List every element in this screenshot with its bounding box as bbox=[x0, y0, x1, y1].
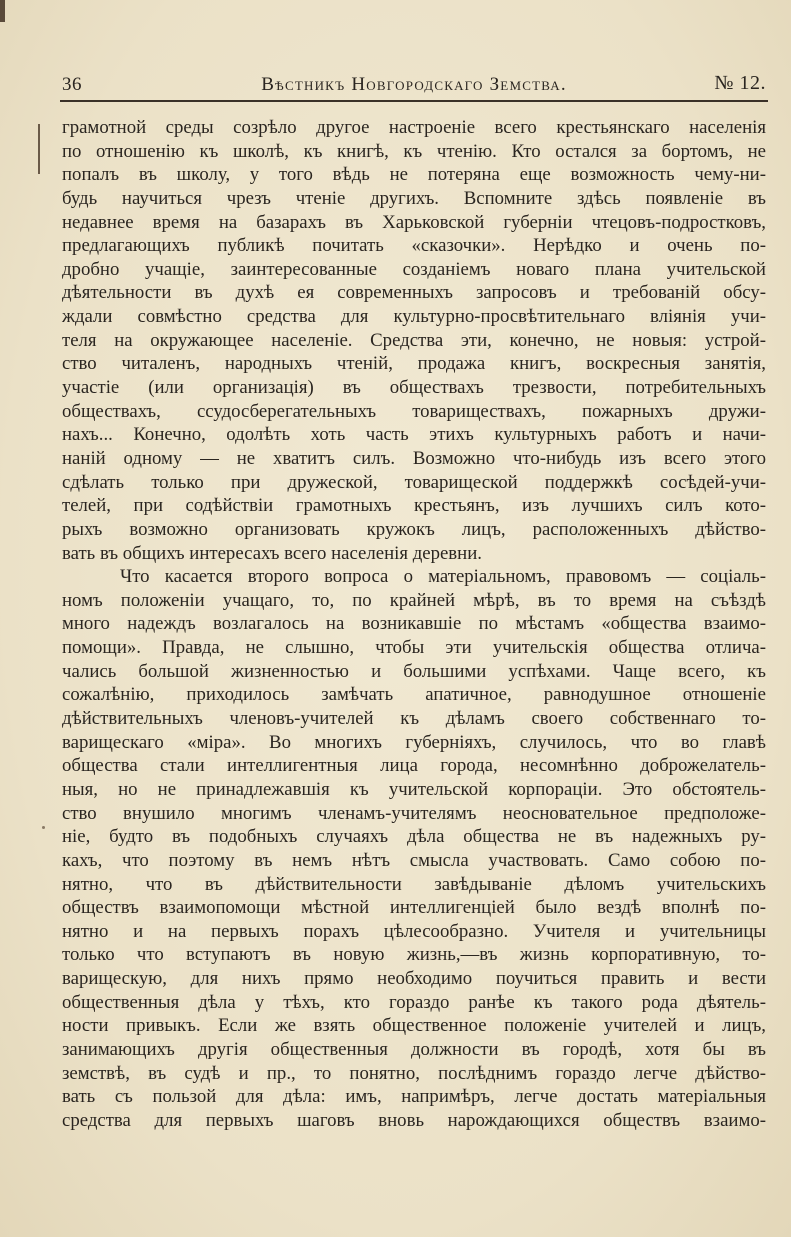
text-line: ности привыкъ. Если же взять общественное положеніе учителей и лицъ, bbox=[62, 1015, 766, 1037]
text-line: наній одному — не хватитъ силъ. Возможно что-нибудь изъ всего этого bbox=[62, 447, 766, 469]
text-line: недавнее время на базарахъ въ Харьковской губерніи чтецовъ-подростковъ, bbox=[62, 211, 766, 233]
text-line: предлагающихъ публикѣ почитать «сказочки». Нерѣдко и очень по- bbox=[62, 235, 766, 257]
text-line: будь научиться чрезъ чтеніе другихъ. Вспомните здѣсь появленіе въ bbox=[62, 187, 766, 209]
text-line: кахъ, что поэтому въ немъ нѣтъ смысла участвовать. Само собою по- bbox=[62, 849, 766, 871]
text-line: варищескую, для нихъ прямо необходимо поучиться править и вести bbox=[62, 968, 766, 990]
text-line: участіе (или организація) въ обществахъ трезвости, потребительныхъ bbox=[62, 377, 766, 399]
text-line: дѣйствительныхъ членовъ-учителей къ дѣламъ своего собственнаго то- bbox=[62, 708, 766, 730]
text-line: ніе, будто въ подобныхъ случаяхъ дѣла общества не въ надежныхъ ру- bbox=[62, 826, 766, 848]
margin-mark bbox=[38, 124, 40, 174]
text-line: помощи». Правда, не слышно, чтобы эти учительскія общества отлича- bbox=[62, 637, 766, 659]
text-line: общества стали интеллигентныя лица города, несомнѣнно доброжелатель- bbox=[62, 755, 766, 777]
text-line: грамотной среды созрѣло другое настроеніе всего крестьянскаго населенія bbox=[62, 117, 766, 138]
text-line: вать съ пользой для дѣла: имъ, напримѣръ, легче достать матеріальныя bbox=[62, 1086, 766, 1108]
text-line: дѣятельности въ духѣ ея современныхъ запросовъ и требованій обсу- bbox=[62, 282, 766, 304]
scan-edge-mark bbox=[0, 0, 5, 22]
text-line: номъ положеніи учащаго, то, по крайней мѣрѣ, въ то время на съѣздѣ bbox=[62, 589, 766, 611]
paragraph-start-line: Что касается второго вопроса о матеріальномъ, правовомъ — соціаль- bbox=[120, 566, 766, 588]
text-line: рыхъ возможно организовать кружокъ лицъ, расположенныхъ дѣйство- bbox=[62, 518, 766, 540]
text-line: занимающихъ другія общественныя должности въ городѣ, хотя бы въ bbox=[62, 1038, 766, 1060]
header-rule bbox=[60, 100, 768, 102]
text-line: нахъ... Конечно, одолѣть хоть часть этихъ культурныхъ работъ и начи- bbox=[62, 424, 766, 446]
text-line: ждали совмѣстно средства для культурно-просвѣтительнаго вліянія учи- bbox=[62, 306, 766, 328]
text-line: много надеждъ возлагалось на возникавшіе по мѣстамъ «общества взаимо- bbox=[62, 613, 766, 635]
text-line: чались большой жизненностью и большими успѣхами. Чаще всего, къ bbox=[62, 660, 766, 682]
page-number: 36 bbox=[62, 74, 82, 95]
running-title: Вѣстникъ Новгородскаго Земства. bbox=[261, 74, 567, 95]
text-line: обществахъ, ссудосберегательныхъ товариществахъ, пожарныхъ дружи- bbox=[62, 400, 766, 422]
text-line: попалъ въ школу, у того вѣдь не потеряна еще возможность чему-ни- bbox=[62, 164, 766, 186]
text-line: теля на окружающее населеніе. Средства эти, конечно, не новыя: устрой- bbox=[62, 329, 766, 351]
text-line: общественныя дѣла у тѣхъ, кто гораздо ранѣе къ такого рода дѣятель- bbox=[62, 991, 766, 1013]
text-line: телей, при содѣйствіи грамотныхъ крестьянъ, изъ лучшихъ силъ кото- bbox=[62, 495, 766, 517]
paragraph-end-line: вать въ общихъ интересахъ всего населенія деревни. bbox=[62, 542, 482, 564]
text-line: дробно учащіе, заинтересованные созданіемъ новаго плана учительской bbox=[62, 258, 766, 280]
text-line: ныя, но не принадлежавшія къ учительской корпораціи. Это обстоятель- bbox=[62, 778, 766, 800]
text-line: сдѣлать только при дружеской, товарищеской поддержкѣ сосѣдей-учи- bbox=[62, 471, 766, 493]
page-header bbox=[62, 72, 766, 98]
text-line: нятно, что въ дѣйствительности завѣдываніе дѣломъ учительскихъ bbox=[62, 873, 766, 895]
body-text bbox=[62, 116, 766, 1133]
text-line: ство читаленъ, народныхъ чтеній, продажа книгъ, воскресныя занятія, bbox=[62, 353, 766, 375]
text-line: сожалѣнію, приходилось замѣчать апатичное, равнодушное отношеніе bbox=[62, 684, 766, 706]
text-line: средства для первыхъ шаговъ вновь нарождающихся обществъ взаимо- bbox=[62, 1109, 766, 1131]
margin-dot bbox=[42, 826, 45, 829]
text-line: варищескаго «міра». Во многихъ губерніяхъ, случилось, что во главѣ bbox=[62, 731, 766, 753]
text-line: ство внушило многимъ членамъ-учителямъ неосновательное предположе- bbox=[62, 802, 766, 824]
text-line: только что вступаютъ въ новую жизнь,—въ жизнь корпоративную, то- bbox=[62, 944, 766, 966]
text-line: земствѣ, въ судѣ и пр., то понятно, послѣднимъ гораздо легче дѣйство- bbox=[62, 1062, 766, 1084]
text-line: обществъ взаимопомощи мѣстной интеллигенціей было вездѣ вполнѣ по- bbox=[62, 897, 766, 919]
text-line: нятно и на первыхъ порахъ цѣлесообразно. Учителя и учительницы bbox=[62, 920, 766, 942]
text-line: по отношенію къ школѣ, къ книгѣ, къ чтенію. Кто остался за бортомъ, не bbox=[62, 140, 766, 162]
issue-number: № 12. bbox=[714, 72, 766, 94]
